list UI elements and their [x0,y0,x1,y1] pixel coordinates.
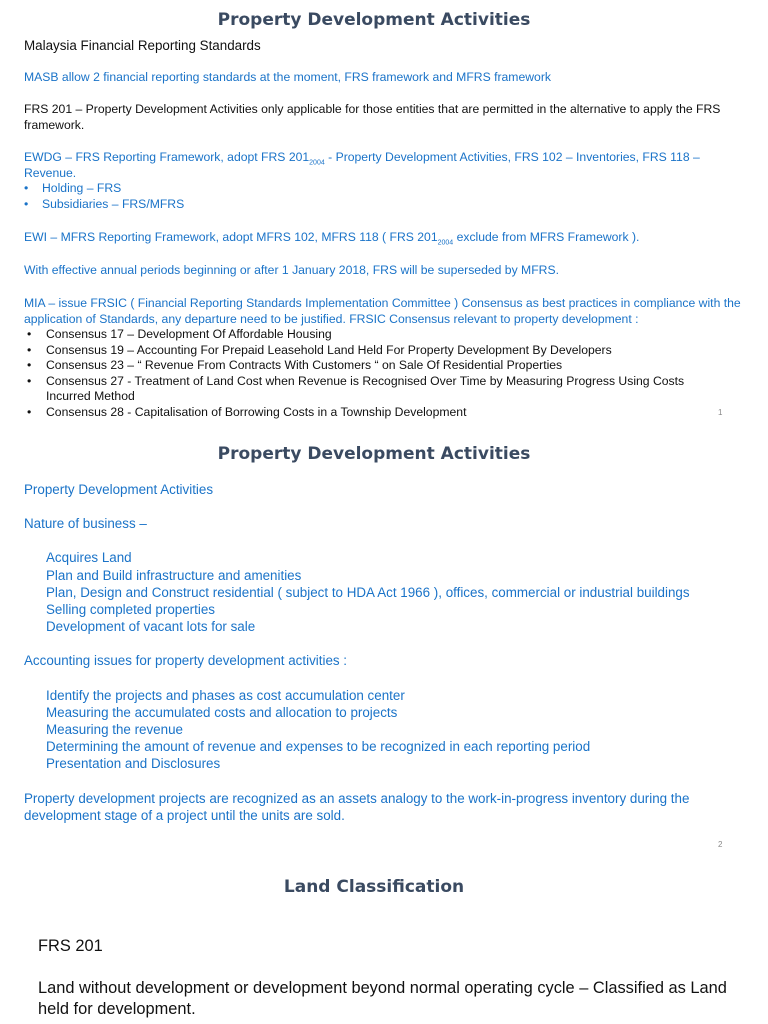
consensus-list [24,327,724,420]
slide-3 [0,862,768,1024]
masb-paragraph: MASB allow 2 financial reporting standards at the moment, FRS framework and MFRS framework [24,70,551,84]
list-item: Plan and Build infrastructure and amenities [46,567,302,583]
ewdg-text-2: - Property Development Activities, FRS 102 – Inventories, FRS 118 – Revenue. [24,150,700,180]
list-item: • Holding – FRS [24,181,738,197]
section-heading: Property Development Activities [24,482,214,497]
ewdg-subscript: 2004 [309,159,325,167]
frs-label: FRS 201 [38,937,103,955]
frs201-paragraph: FRS 201 – Property Development Activities only applicable for those entities that are permitted in the alternative to apply the FRS framework. [24,102,721,132]
page-number: 1 [718,408,723,417]
ewdg-paragraph [24,150,738,181]
closing-paragraph: Property development projects are recognized as an assets analogy to the work-in-progress inventory during the development stage of a project until the units are sold. [24,790,690,823]
slide-3-title: Land Classification [283,877,465,897]
list-item: • Consensus 19 – Accounting For Prepaid Leasehold Land Held For Property Development By Developers [24,343,724,359]
nature-list [24,549,746,635]
slide-2-body [24,481,746,824]
ewi-text-2: exclude from MFRS Framework ). [453,230,640,244]
effective-paragraph: With effective annual periods beginning or after 1 January 2018, FRS will be superseded by MFRS. [24,263,559,277]
slide-2 [0,432,768,862]
list-item: Acquires Land [46,550,132,566]
land-classification-text: Land without development or development beyond normal operating cycle – Classified as Land held for development. [38,979,727,1018]
list-item: Determining the amount of revenue and expenses to be recognized in each reporting period [46,739,591,755]
list-item: • Consensus 27 - Treatment of Land Cost when Revenue is Recognised Over Time by Measuring Progress Using Costs Incurred Method [24,374,724,405]
subtitle: Malaysia Financial Reporting Standards [24,38,261,53]
accounting-heading: Accounting issues for property development activities : [24,653,348,669]
list-item: Plan, Design and Construct residential ( subject to HDA Act 1966 ), offices, commercial or industrial buildings [46,584,690,600]
accounting-list [24,687,746,773]
list-item: Measuring the accumulated costs and allocation to projects [46,704,398,720]
ewdg-list [24,181,738,212]
slide-2-title: Property Development Activities [217,444,531,464]
slide-1-title: Property Development Activities [217,10,531,30]
ewi-subscript: 2004 [437,239,454,247]
list-item: Measuring the revenue [46,722,183,738]
ewdg-text-1: EWDG – FRS Reporting Framework, adopt FRS 201 [24,150,310,164]
ewdg-block [24,150,738,212]
list-item: • Consensus 17 – Development Of Affordable Housing [24,327,724,343]
nature-heading: Nature of business – [24,516,147,532]
slide-1 [0,0,768,432]
list-item: Development of vacant lots for sale [46,619,256,635]
list-item: Selling completed properties [46,602,215,618]
ewi-paragraph [24,230,744,246]
ewi-text-1: EWI – MFRS Reporting Framework, adopt MFRS 102, MFRS 118 ( FRS 201 [24,230,438,244]
page-number: 2 [718,840,723,849]
mia-paragraph: MIA – issue FRSIC ( Financial Reporting Standards Implementation Committee ) Consensus as best practices in compliance with the application of Standards, any departure need to be justified. FRSIC Consensus relevant to property development : [24,296,741,326]
list-item: • Subsidiaries – FRS/MFRS [24,197,738,213]
list-item: • Consensus 23 – “ Revenue From Contracts With Customers “ on Sale Of Residential Properties [24,358,724,374]
list-item: Identify the projects and phases as cost accumulation center [46,687,405,703]
list-item: • Consensus 28 - Capitalisation of Borrowing Costs in a Township Development [24,405,724,421]
list-item: Presentation and Disclosures [46,756,221,772]
